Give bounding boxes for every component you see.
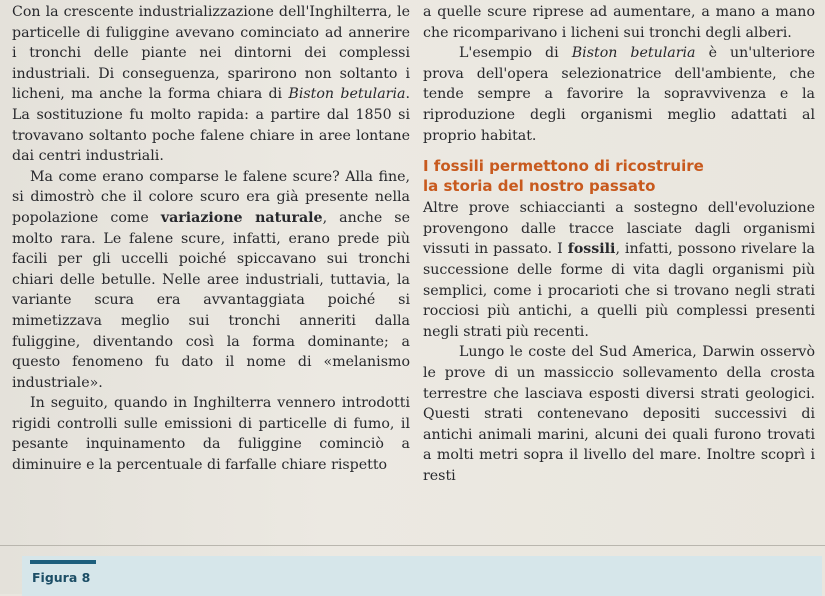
figure-label: Figura 8	[32, 570, 91, 585]
left-p2-start: Ma come erano comparse le falene scure? Alla fine, si dimostrò che il colore scuro era già presente nella popolazione come	[12, 168, 410, 226]
figure-caption-box	[22, 556, 822, 596]
left-column	[12, 2, 410, 476]
left-p1-text: Con la crescente industrializzazione dell'Inghilterra, le particelle di fuliggine avevano cominciato ad annerire i tronchi delle piante nei dintorni dei complessi industriali. Di conseguenza, sparirono non soltanto i licheni, ma anche la forma chiara di	[12, 4, 410, 103]
left-paragraph-2	[12, 167, 410, 394]
right-paragraph-3	[423, 198, 815, 342]
right-p2-start: L'esempio di	[459, 45, 559, 62]
left-p2-end: , anche se molto rara. Le falene scure, infatti, erano prede più facili per gli uccelli poiché spiccavano sui tronchi chiari delle betulle. Nelle aree industriali, tuttavia, la variante scura era avvantaggiata poiché si mimetizzava meglio sui tronchi anneriti dalla fuliggine, diventando così la forma dominante; a questo fenomeno fu dato il nome di «melanismo industriale».	[12, 209, 410, 391]
right-p3-end: , infatti, possono rivelare la successione delle forme di vita dagli organismi più semplici, come i procarioti che si trovano negli strati rocciosi più antichi, a quelli più complessi presenti negli strati più recenti.	[423, 241, 815, 340]
right-paragraph-4: Lungo le coste del Sud America, Darwin osservò le prove di un massiccio sollevamento della crosta terrestre che lasciava esposti diversi strati geologici. Questi strati contenevano depositi successivi di antichi animali marini, alcuni dei quali furono trovati a molti metri sopra il livello del mare. Inoltre scoprì i resti	[423, 344, 815, 484]
key-term-variazione-naturale: variazione naturale	[160, 209, 323, 226]
page-divider	[0, 545, 825, 546]
left-paragraph-1	[12, 2, 410, 167]
species-name: Biston betularia	[288, 86, 406, 103]
right-p2-end: è un'ulteriore prova dell'opera selezionatrice dell'ambiente, che tende sempre a favorire la sopravvivenza e la riproduzione degli organismi meglio adattati al proprio habitat.	[423, 45, 816, 144]
section-heading	[423, 156, 815, 196]
figure-accent-bar	[30, 560, 96, 564]
left-p1-end: . La sostituzione fu molto rapida: a partire dal 1850 si trovavano soltanto poche falene chiare in aree lontane dai centri industriali.	[12, 86, 410, 165]
key-term-fossili: fossili	[567, 241, 616, 258]
right-paragraph-2	[423, 43, 815, 146]
right-p3-start: Altre prove schiaccianti a sostegno dell'evoluzione provengono dalle tracce lasciate dagli organismi vissuti in passato. I	[423, 200, 815, 258]
right-paragraph-1: a quelle scure riprese ad aumentare, a mano a mano che ricomparivano i licheni sui tronchi degli alberi.	[423, 4, 815, 41]
species-name: Biston betularia	[571, 45, 696, 62]
section-heading-line-2: la storia del nostro passato	[423, 177, 656, 196]
left-paragraph-3: In seguito, quando in Inghilterra vennero introdotti rigidi controlli sulle emissioni di particelle di fumo, il pesante inquinamento da fuliggine cominciò a diminuire e la percentuale di farfalle chiare rispetto	[12, 395, 410, 474]
right-column	[423, 2, 815, 486]
section-heading-line-1: I fossili permettono di ricostruire	[423, 157, 704, 176]
